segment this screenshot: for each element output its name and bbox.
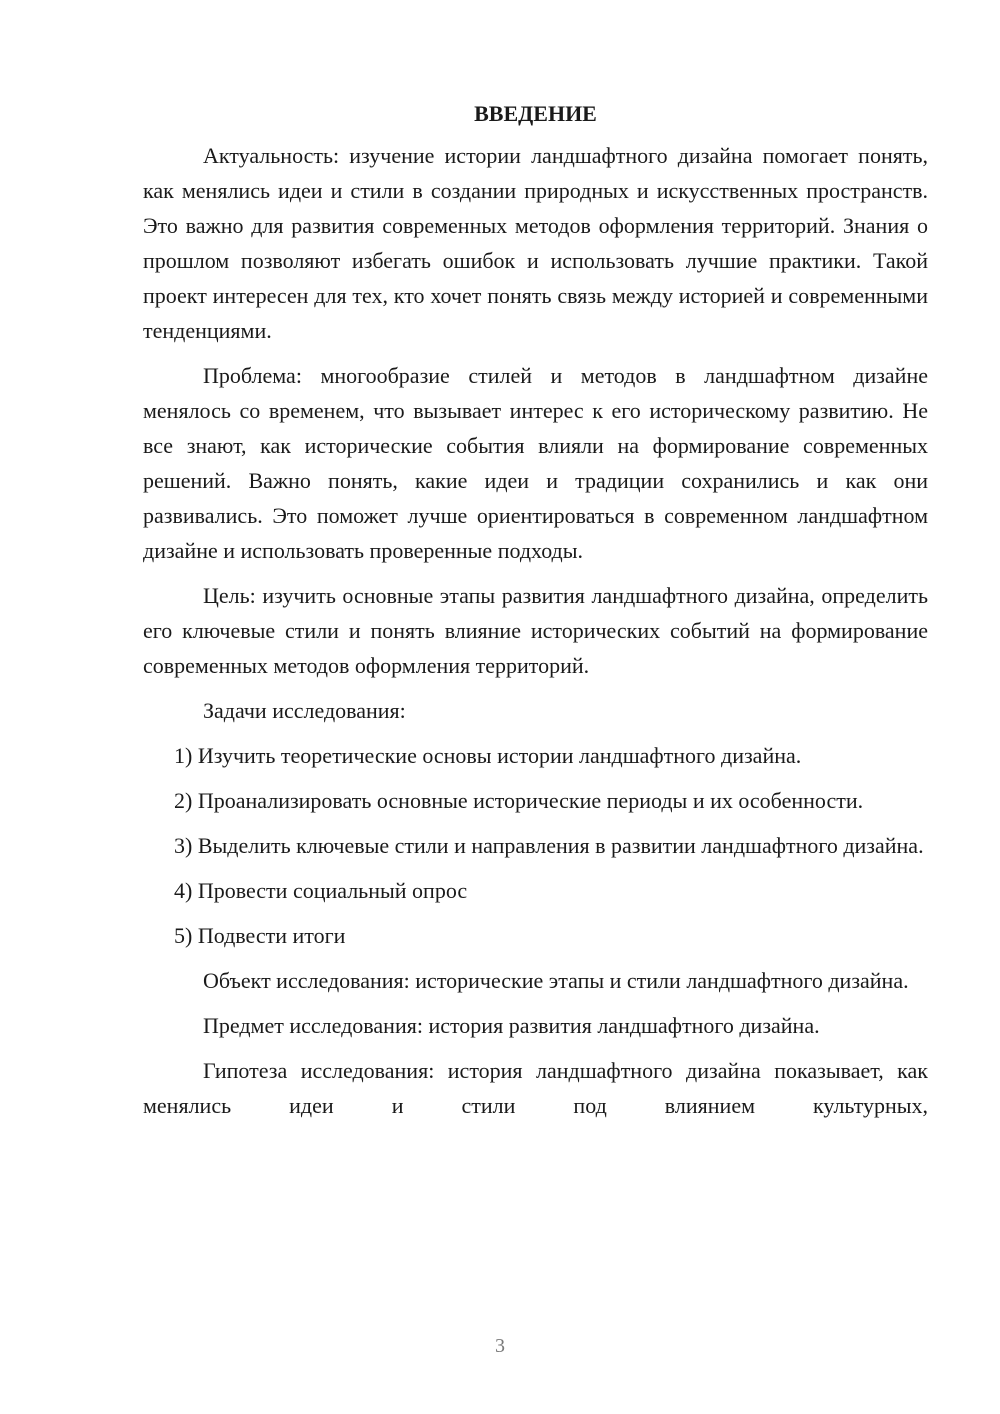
page-title: ВВЕДЕНИЕ xyxy=(474,101,597,126)
task-item-3: 3) Выделить ключевые стили и направления в развитии ландшафтного дизайна. xyxy=(174,833,924,858)
task-item-5: 5) Подвести итоги xyxy=(174,923,346,948)
task-item-1: 1) Изучить теоретические основы истории ландшафтного дизайна. xyxy=(174,743,802,768)
task-item-2: 2) Проанализировать основные исторические периоды и их особенности. xyxy=(174,788,864,813)
task-item-4: 4) Провести социальный опрос xyxy=(174,878,468,903)
page-content xyxy=(143,96,928,1133)
paragraph-goal: Цель: изучить основные этапы развития ландшафтного дизайна, определить его ключевые стили и понять влияние исторических событий на формирование современных методов оформления территорий. xyxy=(143,583,928,678)
paragraph-hypothesis: Гипотеза исследования: история ландшафтного дизайна показывает, как менялись идеи и стили под влиянием культурных, xyxy=(143,1058,928,1118)
paragraph-subject: Предмет исследования: история развития ландшафтного дизайна. xyxy=(203,1013,820,1038)
page-number: 3 xyxy=(495,1335,505,1357)
paragraph-object: Объект исследования: исторические этапы и стили ландшафтного дизайна. xyxy=(203,968,909,993)
paragraph-relevance: Актуальность: изучение истории ландшафтного дизайна помогает понять, как менялись идеи и стили в создании природных и искусственных пространств. Это важно для развития современных методов оформления территорий. Знания о прошлом позволяют избегать ошибок и использовать лучшие практики. Такой проект интересен для тех, кто хочет понять связь между историей и современными тенденциями. xyxy=(143,143,928,343)
paragraph-problem: Проблема: многообразие стилей и методов в ландшафтном дизайне менялось со временем, что вызывает интерес к его историческому развитию. Не все знают, как исторические события влияли на формирование современных решений. Важно понять, какие идеи и традиции сохранились и как они развивались. Это поможет лучше ориентироваться в современном ландшафтном дизайне и использовать проверенные подходы. xyxy=(143,363,928,563)
tasks-heading: Задачи исследования: xyxy=(203,698,406,723)
